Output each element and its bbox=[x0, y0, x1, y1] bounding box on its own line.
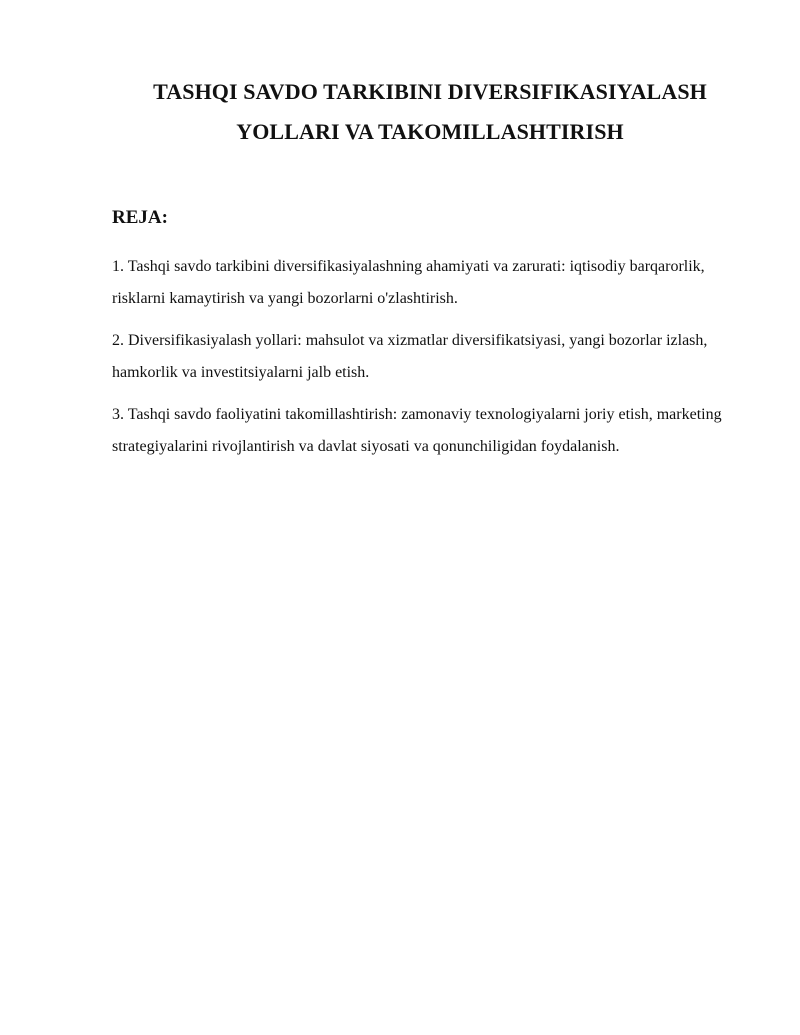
document-title bbox=[100, 72, 760, 152]
title-line-1: TASHQI SAVDO TARKIBINI DIVERSIFIKASIYALASH bbox=[153, 79, 707, 104]
plan-heading: REJA: bbox=[112, 207, 168, 228]
title-line-2: YOLLARI VA TAKOMILLASHTIRISH bbox=[236, 119, 624, 144]
plan-item-2: 2. Diversifikasiyalash yollari: mahsulot va xizmatlar diversifikatsiyasi, yangi bozorlar izlash, hamkorlik va investitsiyalarni jalb etish. bbox=[112, 332, 708, 381]
plan-list bbox=[112, 251, 752, 473]
plan-item-3: 3. Tashqi savdo faoliyatini takomillashtirish: zamonaviy texnologiyalarni joriy etish, marketing strategiyalarini rivojlantirish va davlat siyosati va qonunchiligidan foydalanish. bbox=[112, 406, 722, 455]
plan-item-1: 1. Tashqi savdo tarkibini diversifikasiyalashning ahamiyati va zarurati: iqtisodiy barqarorlik, risklarni kamaytirish va yangi bozorlarni o'zlashtirish. bbox=[112, 258, 705, 307]
